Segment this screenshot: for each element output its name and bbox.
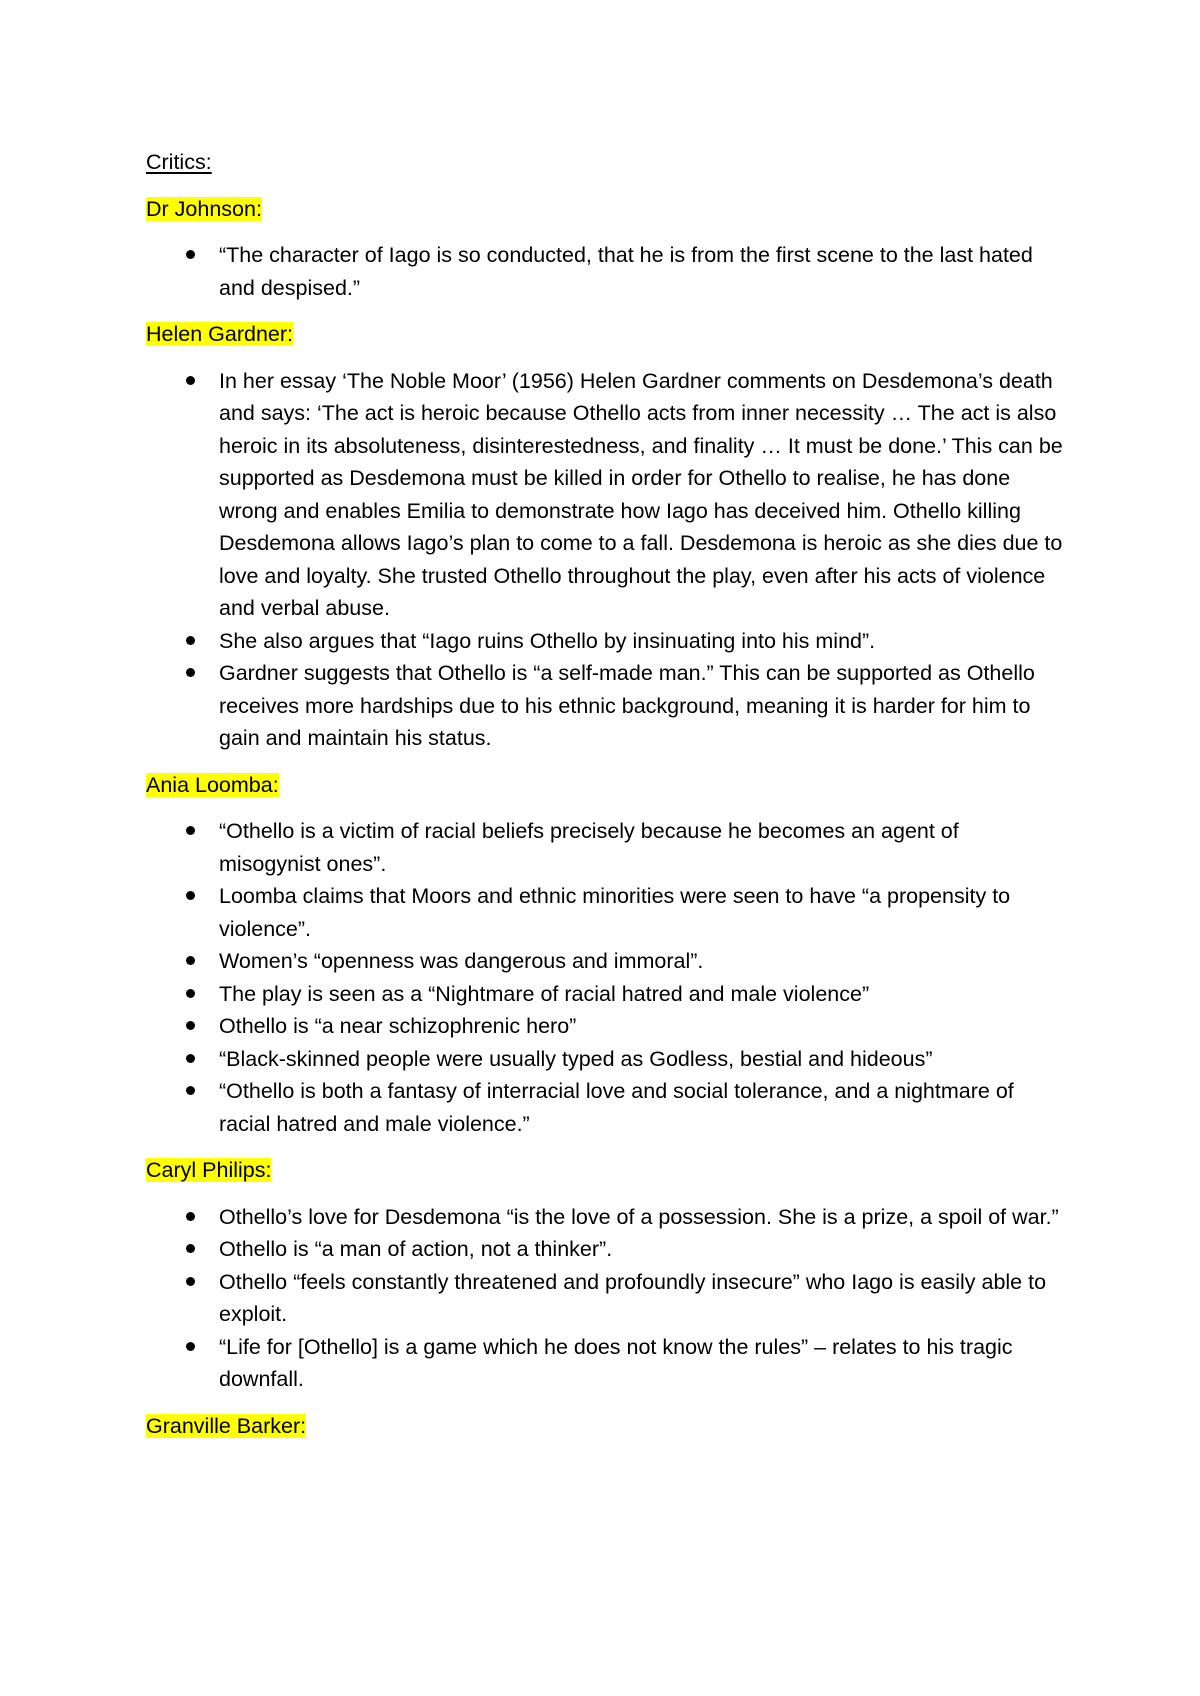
bullet-item: “Black-skinned people were usually typed as Godless, bestial and hideous” xyxy=(146,1043,1066,1076)
bullet-item: Gardner suggests that Othello is “a self-made man.” This can be supported as Othello receives more hardships due to his ethnic background, meaning it is harder for him to gain and maintain his status. xyxy=(146,657,1066,755)
critic-heading xyxy=(146,769,1066,802)
critic-heading-highlight: Caryl Philips: xyxy=(146,1158,272,1182)
critic-heading-highlight: Granville Barker: xyxy=(146,1413,307,1438)
page-title: Critics: xyxy=(146,150,212,174)
document-body xyxy=(146,146,1066,1456)
bullet-item: Women’s “openness was dangerous and immoral”. xyxy=(146,945,1066,978)
bullet-item: In her essay ‘The Noble Moor’ (1956) Helen Gardner comments on Desdemona’s death and says: ‘The act is heroic because Othello acts from inner necessity … The act is also heroic in its absoluteness, disinterestedness, and finality … It must be done.’ This can be supported as Desdemona must be killed in order for Othello to realise, he has done wrong and enables Emilia to demonstrate how Iago has deceived him. Othello killing Desdemona allows Iago’s plan to come to a fall. Desdemona is heroic as she dies due to love and loyalty. She trusted Othello throughout the play, even after his acts of violence and verbal abuse. xyxy=(146,365,1066,625)
bullet-item: “The character of Iago is so conducted, that he is from the first scene to the last hated and despised.” xyxy=(146,239,1066,304)
critic-heading xyxy=(146,318,1066,351)
bullet-list xyxy=(146,815,1066,1140)
bullet-item: “Othello is a victim of racial beliefs precisely because he becomes an agent of misogynist ones”. xyxy=(146,815,1066,880)
bullet-item: Loomba claims that Moors and ethnic minorities were seen to have “a propensity to violence”. xyxy=(146,880,1066,945)
bullet-item: Othello is “a near schizophrenic hero” xyxy=(146,1010,1066,1043)
critic-heading-highlight: Ania Loomba: xyxy=(146,772,279,797)
critic-heading xyxy=(146,193,1066,226)
bullet-list xyxy=(146,1201,1066,1396)
bullet-item: She also argues that “Iago ruins Othello by insinuating into his mind”. xyxy=(146,625,1066,658)
bullet-item: “Othello is both a fantasy of interracial love and social tolerance, and a nightmare of racial hatred and male violence.” xyxy=(146,1075,1066,1140)
critic-heading xyxy=(146,1410,1066,1443)
bullet-list xyxy=(146,365,1066,755)
bullet-item: Othello “feels constantly threatened and profoundly insecure” who Iago is easily able to exploit. xyxy=(146,1266,1066,1331)
bullet-item: Othello is “a man of action, not a thinker”. xyxy=(146,1233,1066,1266)
bullet-list xyxy=(146,239,1066,304)
critic-heading-highlight: Helen Gardner: xyxy=(146,322,293,346)
bullet-item: The play is seen as a “Nightmare of racial hatred and male violence” xyxy=(146,978,1066,1011)
critic-heading xyxy=(146,1154,1066,1187)
critic-heading-highlight: Dr Johnson: xyxy=(146,196,262,221)
bullet-item: Othello’s love for Desdemona “is the love of a possession. She is a prize, a spoil of war.” xyxy=(146,1201,1066,1234)
bullet-item: “Life for [Othello] is a game which he does not know the rules” – relates to his tragic downfall. xyxy=(146,1331,1066,1396)
critics-sections xyxy=(146,193,1066,1443)
